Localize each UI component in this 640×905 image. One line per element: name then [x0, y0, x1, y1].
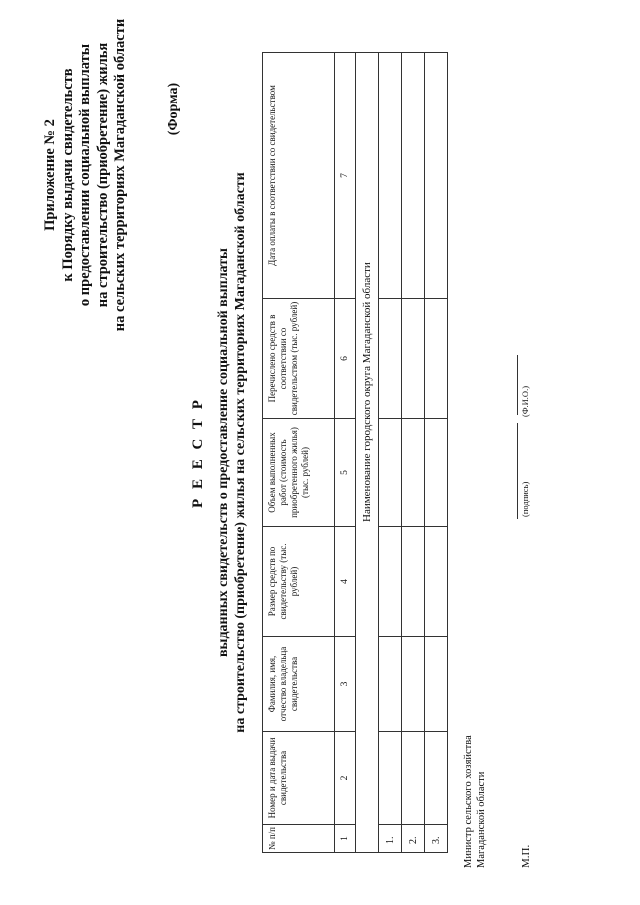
table-cell: [402, 527, 425, 637]
table-row: [402, 53, 425, 853]
table-row: [379, 53, 402, 853]
table-cell: [379, 299, 402, 419]
header-cell: Перечислено средств в соответствии со свидетельством (тыс. рублей): [263, 299, 335, 419]
table-cell: [402, 419, 425, 527]
table-cell: [402, 53, 425, 299]
municipality-name: Наименование городского округа Магаданской области: [356, 53, 379, 853]
table-cell: [402, 299, 425, 419]
appendix-line: на строительство (приобретение) жилья: [94, 42, 111, 308]
column-number: 4: [335, 527, 356, 637]
column-number-row: [335, 53, 356, 853]
appendix-line: к Порядку выдачи свидетельств: [59, 68, 76, 282]
appendix-header: [42, 5, 130, 345]
header-cell: Дата оплаты в соответствии со свидетельством: [263, 53, 335, 299]
row-number: 1.: [379, 825, 402, 853]
table-cell: [379, 732, 402, 825]
register-table: [262, 52, 448, 853]
appendix-line: о предоставлении социальной выплаты: [77, 43, 93, 307]
header-cell: № п/п: [263, 825, 335, 853]
appendix-line: на сельских территориях Магаданской области: [112, 18, 128, 332]
name-line: [517, 355, 518, 415]
table-cell: [425, 527, 448, 637]
table-row: [425, 53, 448, 853]
column-number: 5: [335, 419, 356, 527]
register-title: Р Е Е С Т Р: [190, 397, 206, 508]
table-cell: [425, 419, 448, 527]
header-cell: Объем выполненных работ (стоимость приобретенного жилья) (тыс. рублей): [263, 419, 335, 527]
register-subtitle-2: на строительство (приобретение) жилья на сельских территориях Магаданской области: [233, 172, 248, 733]
table-cell: [402, 637, 425, 732]
municipality-row: [356, 53, 379, 853]
header-cell: Размер средств по свидетельству (тыс. рублей): [263, 527, 335, 637]
stamp-placeholder: М.П.: [520, 844, 532, 868]
minister-line: Министр сельского хозяйства: [463, 735, 474, 868]
signature-line: [517, 423, 518, 519]
header-cell: Номер и дата выдачи свидетельства: [263, 732, 335, 825]
column-number: 3: [335, 637, 356, 732]
row-number: 2.: [402, 825, 425, 853]
table-cell: [425, 637, 448, 732]
table-header-row: [263, 53, 335, 853]
table-cell: [425, 53, 448, 299]
header-cell: Фамилия, имя, отчество владельца свидетельства: [263, 637, 335, 732]
signature-caption: (подпись): [520, 481, 530, 517]
table-cell: [379, 527, 402, 637]
table-cell: [425, 732, 448, 825]
name-caption: (Ф.И.О.): [520, 385, 530, 417]
minister-title: [462, 735, 488, 868]
form-label: (Форма): [166, 82, 181, 136]
column-number: 2: [335, 732, 356, 825]
table-cell: [425, 299, 448, 419]
column-number: 6: [335, 299, 356, 419]
table-cell: [379, 419, 402, 527]
table-cell: [402, 732, 425, 825]
minister-line: Магаданской области: [476, 771, 487, 868]
table-cell: [379, 637, 402, 732]
column-number: 7: [335, 53, 356, 299]
register-subtitle-1: выданных свидетельств о предоставление социальной выплаты: [216, 248, 231, 658]
appendix-line: Приложение № 2: [42, 119, 58, 231]
column-number: 1: [335, 825, 356, 853]
row-number: 3.: [425, 825, 448, 853]
table-cell: [379, 53, 402, 299]
